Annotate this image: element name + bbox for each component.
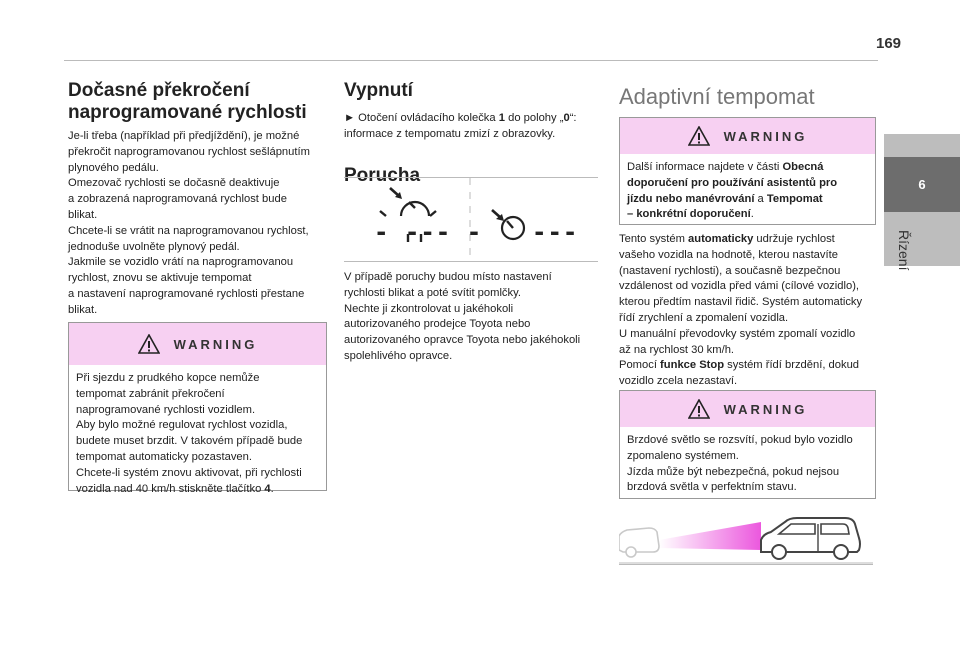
section-title-off: Vypnutí	[344, 80, 413, 101]
car-icon	[761, 518, 860, 559]
off-instruction	[344, 111, 599, 143]
button-reference: 4	[264, 482, 271, 495]
column-adaptive	[619, 84, 875, 110]
section-title-fault: Porucha	[344, 164, 421, 186]
page-number: 169	[876, 35, 902, 52]
warning-triangle-icon	[138, 334, 160, 354]
off-text: “: informace z tempomatu zmizí z obrazovky.	[344, 112, 577, 140]
section-title-adaptive: Adaptivní tempomat	[619, 84, 815, 109]
adaptive-bold: automaticky	[688, 233, 754, 245]
car-icon	[619, 528, 659, 557]
reference-section: Obecná doporučení pro používání asistentů pro jízdu nebo manévrování	[627, 161, 838, 205]
chapter-label: Řízení	[896, 230, 912, 271]
warning-text-part: Při sjezdu z prudkého kopce nemůže tempomat zabránit překročení naprogramované rychlosti vozidlem. Aby bylo možné regulovat rychlost vozidla, budete muset brzdit. V takovém případě bude tempomat automaticky pozastaven. Chcete-li systém znovu aktivovat, při rychlosti vozidla nad 40 km/h stiskněte tlačítko	[76, 372, 303, 495]
stop-function: funkce Stop	[660, 359, 725, 372]
warning-text	[69, 365, 326, 503]
section-title-override: Dočasné překročení naprogramované rychlosti	[68, 80, 307, 123]
fault-body: V případě poruchy budou místo nastavení rychlosti blikat a poté svítit pomlčky. Nechte ji zkontrolovat u jakéhokoli autorizovaného prodejce Toyota nebo autorizovaného opravce Toyota nebo jakéhokoli spolehlivého opravce.	[344, 271, 581, 362]
warning-box-downhill	[68, 322, 327, 495]
vehicle-distance-illustration	[619, 510, 873, 564]
warning-triangle-icon	[688, 126, 710, 146]
fault-figure	[344, 177, 598, 262]
off-text: Otočení ovládacího kolečka	[355, 112, 499, 124]
warning-header	[620, 391, 875, 427]
speedometer-icon	[492, 210, 524, 239]
warning-title: WARNING	[723, 401, 808, 417]
adaptive-text: udržuje rychlost vašeho vozidla na hodnotě, kterou nastavíte (nastavení rychlosti), a současně bezpečnou vzdálenost od vozidla před vámi (cílové vozidlo), kterou předtím nastavil řidič. Systém automaticky řídí zrychlení a zpomalení vozidla. U manuální převodovky systém zpomalí vozidlo až na rychlost 30 km/h. Pomocí	[619, 233, 863, 372]
warning-title: WARNING	[173, 336, 258, 352]
adaptive-text: Tento systém	[619, 233, 689, 245]
adaptive-figure	[619, 510, 873, 565]
fault-dashes-left: - --- -	[374, 218, 483, 246]
top-divider	[64, 60, 878, 61]
override-body: Je-li třeba (například při předjíždění), je možné překročit naprogramovanou rychlost sešlápnutím plynového pedálu. Omezovač rychlosti se dočasně deaktivuje a zobrazená naprogramovaná rychlost bude blikat. Chcete-li se vrátit na naprogramovanou rychlost, jednoduše uvolněte plynový pedál. Jakmile se vozidlo vrátí na naprogramovanou rychlost, znovu se aktivuje tempomat a nastavení naprogramované rychlosti přestane blikat.	[68, 130, 310, 316]
warning-box-brake-light	[619, 390, 876, 499]
warning-text-part: a	[754, 192, 767, 205]
arrow-bullet-icon: ►	[344, 112, 356, 124]
position-zero: 0	[563, 112, 570, 124]
reference-section: Tempomat – konkrétní doporučení	[627, 192, 823, 221]
warning-text-end: .	[750, 208, 754, 221]
warning-box-reference	[619, 117, 876, 225]
fault-dashes-right: ---	[532, 218, 579, 246]
warning-header	[69, 323, 326, 365]
warning-title: WARNING	[723, 128, 808, 144]
warning-text	[620, 154, 875, 229]
warning-text: Brzdové světlo se rozsvítí, pokud bylo vozidlo zpomaleno systémem. Jízda může být nebezpečná, pokud nejsou brzdová světla v perfektním stavu.	[627, 434, 853, 494]
column-temporary-override	[68, 80, 326, 319]
warning-header	[620, 118, 875, 154]
wheel-number: 1	[498, 112, 505, 124]
adaptive-body	[619, 232, 881, 390]
off-text: do polohy „	[504, 112, 564, 124]
warning-triangle-icon	[688, 399, 710, 419]
warning-text-end: .	[270, 482, 274, 495]
warning-text-part: Další informace najdete v části	[627, 161, 783, 173]
adaptive-text: systém řídí brzdění, dokud vozidlo zcela nezastaví.	[619, 359, 860, 388]
column-off-fault	[344, 80, 599, 187]
chapter-tab[interactable]: 6	[884, 157, 960, 212]
